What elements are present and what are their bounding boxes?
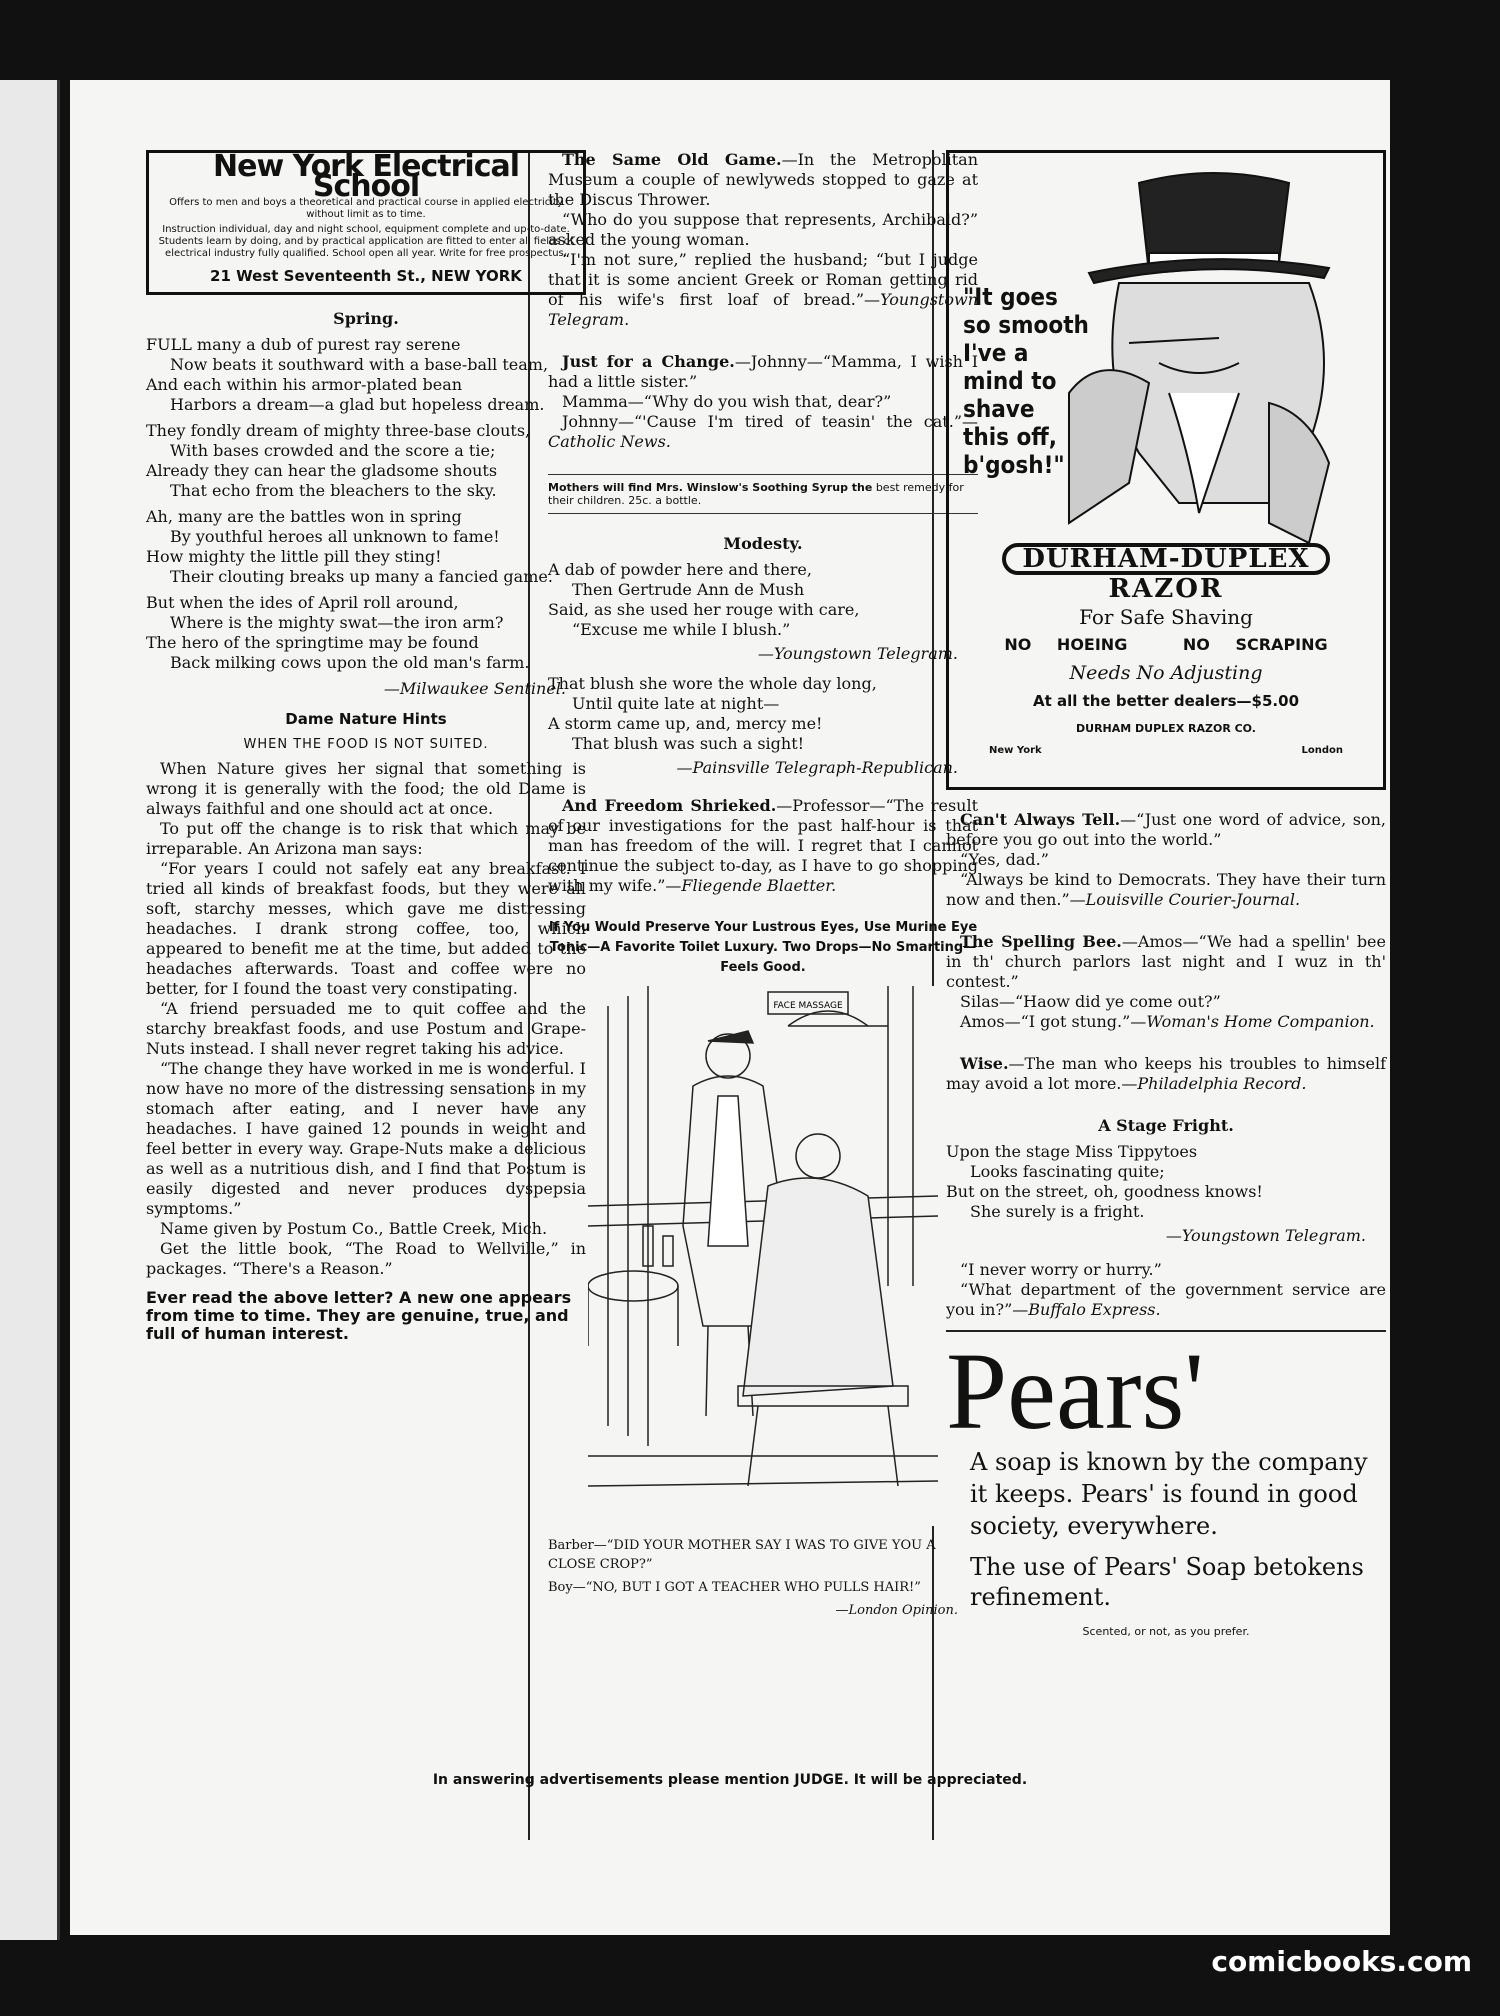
poem-line: The hero of the springtime may be found — [146, 633, 479, 652]
barber-cartoon — [588, 986, 938, 1526]
poem-line: That blush she wore the whole day long, — [548, 674, 877, 693]
dame-paragraph: “For years I could not safely eat any breakfast. I tried all kinds of breakfast foods, but they were all soft, starchy messes, which gave me distressing headaches. I drank strong coffee, too, which appeared to benefit me at the time, but added to the headaches afterwards. Toast and coffee were no better, for I found the toast very constipating. — [146, 859, 586, 998]
spring-poem — [146, 335, 586, 673]
poem-line: Harbors a dream—a glad but hopeless dream. — [170, 395, 545, 414]
item-lead: The Spelling Bee. — [960, 932, 1122, 951]
durham-duplex-razor-ad[interactable] — [946, 150, 1386, 790]
razor-quote — [963, 283, 1089, 479]
item-source: Louisville Courier-Journal. — [1085, 890, 1301, 909]
facing-page-edge — [0, 80, 60, 1940]
item-lead: Wise. — [960, 1054, 1009, 1073]
item-source: Fliegende Blaetter. — [681, 876, 837, 895]
watermark: comicbooks.com — [1211, 1945, 1472, 1978]
dame-closing: Ever read the above letter? A new one appears from time to time. They are genuine, true, and full of human interest. — [146, 1288, 572, 1343]
school-ad-address: 21 West Seventeenth St., NEW YORK — [210, 267, 522, 285]
item-text: “I'm not sure,” replied the husband; “but I judge that it is some ancient Greek or Roman getting rid of his wife's first loaf of bread.”— — [548, 250, 978, 309]
item-text: “I never worry or hurry.” — [960, 1260, 1162, 1279]
item-lead: And Freedom Shrieked. — [562, 796, 777, 815]
spring-title: Spring. — [333, 309, 399, 328]
cartoon-source: —London Opinion. — [835, 1603, 958, 1618]
item-text: Amos—“I got stung.”— — [960, 1012, 1147, 1031]
razor-no1: NO HOEING — [1004, 635, 1128, 654]
poem-line: Then Gertrude Ann de Mush — [572, 580, 805, 599]
cartoon-line2: Boy—“NO, BUT I GOT A TEACHER WHO PULLS HAIR!” — [548, 1580, 921, 1595]
item-text: “Always be kind to Democrats. They have their turn now and then.”— — [946, 870, 1386, 909]
poem-line: A dab of powder here and there, — [548, 560, 812, 579]
spelling-bee-item — [946, 932, 1386, 1032]
razor-brand-block — [949, 543, 1383, 761]
column-2 — [548, 150, 978, 1626]
razor-no2: NO SCRAPING — [1182, 635, 1328, 654]
item-source: Catholic News. — [548, 432, 671, 451]
razor-brand: DURHAM-DUPLEX — [1002, 543, 1329, 575]
winslow-bold: Mothers will find Mrs. Winslow's Soothing Syrup the — [548, 481, 873, 494]
poem-line: Said, as she used her rouge with care, — [548, 600, 860, 619]
poem-line: Until quite late at night— — [572, 694, 780, 713]
item-lead: Can't Always Tell. — [960, 810, 1121, 829]
poem-line: Already they can hear the gladsome shouts — [146, 461, 498, 480]
cartoon-sign: FACE MASSAGE — [773, 1001, 843, 1011]
poem-line: By youthful heroes all unknown to fame! — [170, 527, 500, 546]
winslow-syrup-ad[interactable] — [548, 474, 978, 514]
dame-paragraph: Get the little book, “The Road to Wellville,” in packages. “There's a Reason.” — [146, 1239, 586, 1278]
razor-price: At all the better dealers—$5.00 — [1032, 692, 1300, 710]
modesty-attribution-1: —Youngstown Telegram. — [757, 644, 958, 663]
poem-line: And each within his armor-plated bean — [146, 375, 463, 394]
poem-line: That echo from the bleachers to the sky. — [170, 481, 497, 500]
poem-line: She surely is a fright. — [970, 1202, 1145, 1221]
item-source: Philadelphia Record. — [1137, 1074, 1307, 1093]
item-source: Woman's Home Companion. — [1146, 1012, 1375, 1031]
just-for-a-change-item — [548, 352, 978, 452]
item-text: —The man who keeps his troubles to himself may avoid a lot more.— — [946, 1054, 1386, 1093]
item-source: Buffalo Express. — [1028, 1300, 1161, 1319]
item-text: Silas—“Haow did ye come out?” — [960, 992, 1221, 1011]
cartoon-dialogue — [548, 1536, 978, 1620]
poem-line: But when the ides of April roll around, — [146, 593, 459, 612]
column-1 — [146, 150, 586, 1343]
page-footer: In answering advertisements please mention JUDGE. It will be appreciated. — [432, 1772, 1028, 1788]
stage-fright-poem — [946, 1142, 1386, 1222]
razor-cities — [949, 739, 1383, 761]
cartoon-line1: Barber—“DID YOUR MOTHER SAY I WAS TO GIVE YOU A CLOSE CROP?” — [548, 1538, 936, 1572]
quote-line: mind to — [963, 367, 1057, 395]
pears-body: A soap is known by the company it keeps. Pears' is found in good society, everywhere. — [970, 1448, 1368, 1540]
poem-line: Back milking cows upon the old man's farm. — [170, 653, 530, 672]
poem-line: FULL many a dub of purest ray serene — [146, 335, 461, 354]
spring-stanza — [146, 335, 586, 415]
spring-stanza — [146, 507, 586, 587]
modesty-poem-2 — [548, 674, 978, 754]
dame-paragraph: Name given by Postum Co., Battle Creek, Mich. — [160, 1219, 548, 1238]
school-ad-line2: Instruction individual, day and night school, equipment complete and up-to-date. Students learn by doing, and by practical application are fitted to enter all fields of electrical industry fully qualified. School open all year. Write for free prospectus. — [158, 224, 574, 259]
electrical-school-ad[interactable] — [146, 150, 586, 295]
poem-line: They fondly dream of mighty three-base clouts, — [146, 421, 531, 440]
item-text: —Johnny—“Mamma, I wish I had a little sister.” — [548, 352, 979, 391]
stage-fright-attribution: —Youngstown Telegram. — [1165, 1226, 1366, 1245]
uncle-sam-illustration — [1049, 163, 1349, 553]
poem-line: Now beats it southward with a base-ball team, — [170, 355, 549, 374]
item-text: —Professor—“The result of our investigations for the past half-hour is that man has freedom of the will. I regret that I cannot continue the subject to-day, as I have to go shopping with my wife.”— — [548, 796, 979, 895]
freedom-item — [548, 796, 978, 896]
item-text: “Yes, dad.” — [960, 850, 1049, 869]
razor-tagline: For Safe Shaving — [1079, 605, 1253, 629]
modesty-poem — [548, 560, 978, 640]
quote-line: b'gosh!" — [963, 451, 1065, 479]
spring-stanza — [146, 421, 586, 501]
poem-line: But on the street, oh, goodness knows! — [946, 1182, 1263, 1201]
item-text: —“Just one word of advice, son, before you go out into the world.” — [946, 810, 1386, 849]
wise-item — [946, 1054, 1386, 1094]
poem-line: Ah, many are the battles won in spring — [146, 507, 462, 526]
pears-soap-ad[interactable] — [946, 1330, 1386, 1642]
magazine-page — [70, 80, 1390, 1935]
poem-line: That blush was such a sight! — [572, 734, 805, 753]
hurry-item — [946, 1260, 1386, 1320]
quote-line: this off, — [963, 423, 1057, 451]
dame-title: Dame Nature Hints — [285, 710, 447, 728]
spring-stanza — [146, 593, 586, 673]
quote-line: I've a — [963, 339, 1029, 367]
quote-line: shave — [963, 395, 1035, 423]
item-lead: Just for a Change. — [562, 352, 735, 371]
poem-line: A storm came up, and, mercy me! — [548, 714, 823, 733]
razor-no-line — [949, 635, 1383, 655]
item-text: Johnny—“'Cause I'm tired of teasin' the cat.”— — [562, 412, 978, 431]
poem-line: “Excuse me while I blush.” — [572, 620, 791, 639]
razor-city: London — [1301, 745, 1343, 756]
modesty-title: Modesty. — [723, 534, 803, 553]
poem-line: Where is the mighty swat—the iron arm? — [170, 613, 504, 632]
item-text: —Amos—“We had a spellin' bee in th' church parlors last night and I wuz in th' contest.” — [946, 932, 1386, 991]
dame-paragraph: When Nature gives her signal that something is wrong it is generally with the food; the old Dame is always faithful and one should act at once. — [146, 759, 586, 818]
spring-attribution: —Milwaukee Sentinel. — [383, 679, 566, 698]
razor-adjust: Needs No Adjusting — [1069, 662, 1263, 684]
school-ad-line1: Offers to men and boys a theoretical and practical course in applied electricity without limit as to time. — [169, 197, 563, 220]
dame-subtitle: WHEN THE FOOD IS NOT SUITED. — [243, 737, 489, 752]
dame-paragraph: To put off the change is to risk that which may be irreparable. An Arizona man says: — [146, 819, 586, 858]
dame-paragraph: “A friend persuaded me to quit coffee and the starchy breakfast foods, and use Postum and Grape-Nuts instead. I shall never regret taking his advice. — [146, 999, 586, 1058]
poem-line: Upon the stage Miss Tippytoes — [946, 1142, 1198, 1161]
razor-word: RAZOR — [1108, 574, 1224, 604]
razor-city: New York — [989, 745, 1042, 756]
quote-line: so smooth — [963, 311, 1089, 339]
item-source: Youngstown Telegram. — [548, 290, 978, 329]
pears-title: Pears' — [946, 1330, 1205, 1452]
stage-fright-title: A Stage Fright. — [1098, 1116, 1234, 1135]
poem-line: With bases crowded and the score a tie; — [170, 441, 496, 460]
same-old-game-item — [548, 150, 978, 330]
school-ad-title: New York Electrical School — [212, 149, 520, 204]
item-text: —In the Metropolitan Museum a couple of newlyweds stopped to gaze at the Discus Thrower. — [548, 150, 978, 209]
poem-line: Their clouting breaks up many a fancied game. — [170, 567, 553, 586]
item-text: “Who do you suppose that represents, Archibald?” asked the young woman. — [548, 210, 978, 249]
razor-company: DURHAM DUPLEX RAZOR CO. — [1076, 722, 1256, 735]
quote-line: "It goes — [963, 283, 1058, 311]
item-text: Mamma—“Why do you wish that, dear?” — [562, 392, 892, 411]
poem-line: How mighty the little pill they sting! — [146, 547, 442, 566]
modesty-attribution-2: —Painsville Telegraph-Republican. — [676, 758, 958, 777]
winslow-rest: best remedy for their children. 25c. a bottle. — [548, 481, 964, 507]
pears-note: Scented, or not, as you prefer. — [1082, 1625, 1250, 1638]
dame-paragraph: “The change they have worked in me is wonderful. I now have no more of the distressing sensations in my stomach after eating, and I never have any headaches. I have gained 12 pounds in weight and feel better in every way. Grape-Nuts make a delicious as well as a nutritious dish, and I find that Postum is easily digested and never produces dyspepsia symptoms.” — [146, 1059, 586, 1218]
poem-line: Looks fascinating quite; — [970, 1162, 1165, 1181]
cant-always-tell-item — [946, 810, 1386, 910]
item-text: “What department of the government service are you in?”— — [946, 1280, 1386, 1319]
murine-ad[interactable]: If You Would Preserve Your Lustrous Eyes, Use Murine Eye Tonic—A Favorite Toilet Luxury. Two Drops—No Smarting—Feels Good. — [548, 920, 978, 975]
item-lead: The Same Old Game. — [562, 150, 782, 169]
column-3 — [946, 150, 1386, 1642]
pears-body2: The use of Pears' Soap betokens refinement. — [970, 1553, 1364, 1611]
